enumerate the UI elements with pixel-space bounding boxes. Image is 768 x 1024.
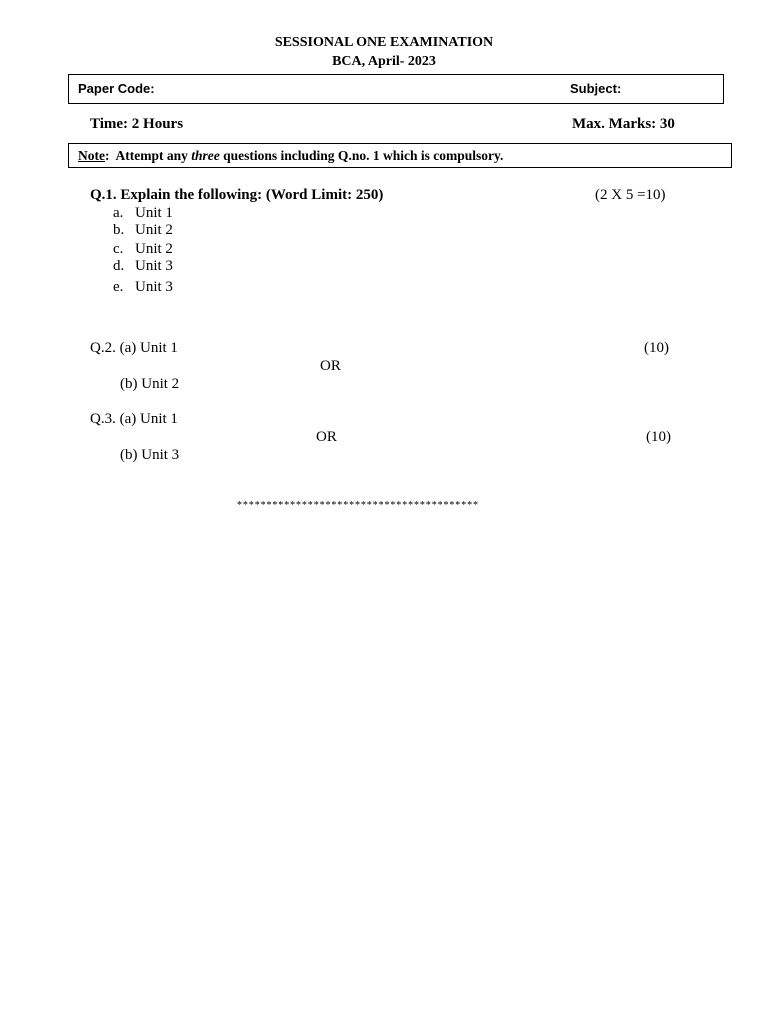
q2-part-b: (b) Unit 2 [120,376,180,392]
q1-marks: (2 X 5 =10) [595,187,666,203]
paper-code-label: Paper Code: [78,81,155,96]
q3-or: OR [316,429,337,445]
note-box [68,143,732,168]
list-item-letter: b. [113,222,125,238]
note-text-before: Attempt any [115,148,188,163]
list-item: Unit 3 [135,279,173,295]
note-label: Note [78,148,105,163]
list-item: Unit 3 [135,258,173,274]
note-emphasis: three [191,148,220,163]
list-item-letter: c. [113,241,124,257]
q3-part-a: Q.3. (a) Unit 1 [90,411,178,427]
q3-marks: (10) [646,429,671,445]
max-marks-label: Max. Marks: 30 [572,116,675,132]
footer-stars: ***************************************** [237,500,479,511]
time-label: Time: 2 Hours [90,116,184,132]
list-item: Unit 1 [135,205,173,221]
list-item: Unit 2 [135,241,173,257]
list-item-letter: d. [113,258,125,274]
list-item-letter: e. [113,279,124,295]
list-item-letter: a. [113,205,124,221]
note-text-after: questions including Q.no. 1 which is compulsory. [223,148,504,163]
q2-marks: (10) [644,340,669,356]
list-item: Unit 2 [135,222,173,238]
exam-title: SESSIONAL ONE EXAMINATION [274,35,494,50]
q2-or: OR [320,358,341,374]
subject-label: Subject: [570,81,622,96]
note-colon: : [105,148,110,163]
paper-info-box [68,74,724,104]
note-line [78,148,503,164]
q1-heading: Q.1. Explain the following: (Word Limit: 250) [90,187,384,203]
q3-part-b: (b) Unit 3 [120,447,180,463]
course-title: BCA, April- 2023 [332,54,436,69]
q2-part-a: Q.2. (a) Unit 1 [90,340,178,356]
